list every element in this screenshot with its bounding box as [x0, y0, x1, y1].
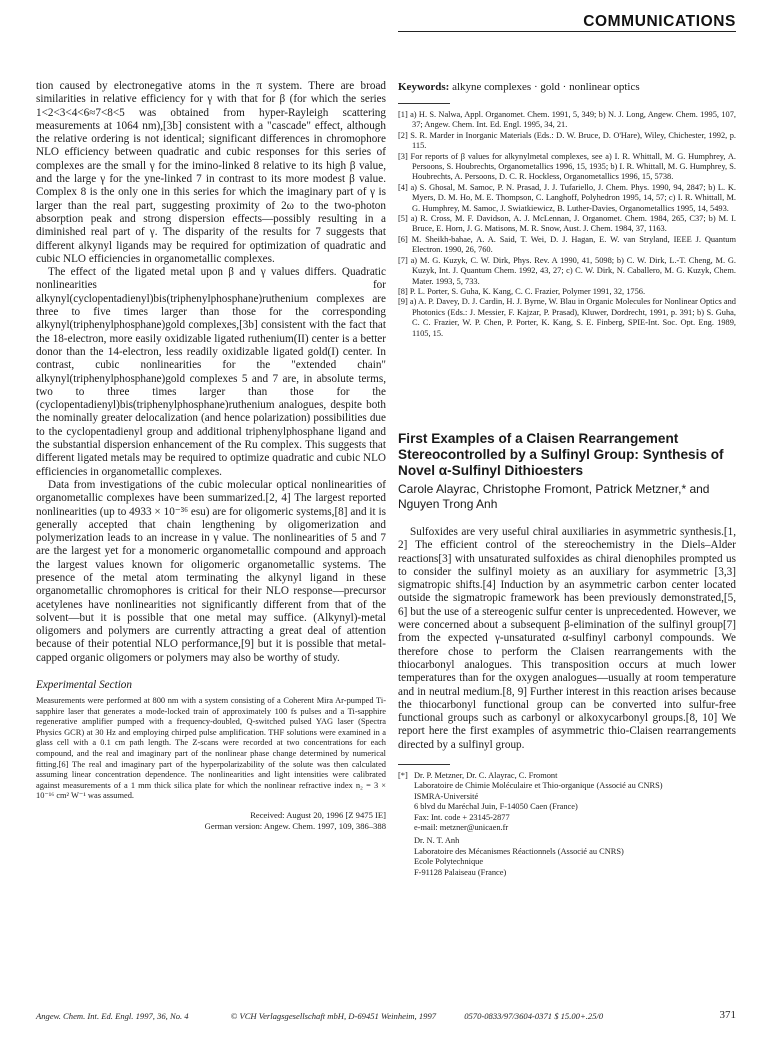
author-footnote	[398, 771, 736, 878]
reference-item: [1] a) H. S. Nalwa, Appl. Organomet. Chem. 1991, 5, 349; b) N. J. Long, Angew. Chem. 1995, 107, 37; Angew. Chem. Int. Ed. Engl. 1995, 34, 21.	[398, 110, 736, 130]
body-paragraph-3: Data from investigations of the cubic molecular optical nonlinearities of organometallic complexes have been summarized.[2, 4] The largest reported nonlinearities (up to 4933 × 10⁻³⁶ esu) are for oligomeric systems,[8] and it is generally accepted that chain lengthening by oligomerization and polymerization leads to an increase in γ value. The nonlinearities of 5 and 7 are the largest yet for a monomeric organometallic compound and approach the largest values known for oligomeric organometallic systems. The presence of the metal atom terminating the alkynyl ligand in these organometallic chromophores is critical for their NLO response—precursor acetylenes have nonlinearities not significantly different from that of the solvent—but it is possible that one metal may suffice. (Alkynyl)-metal oligomers and polymers are currently attracting a great deal of attention because of their potential NLO performance,[9] but it is possible that metal-capped organic oligomers or polymers may also be worthy of study.	[36, 478, 386, 664]
reference-item: [6] M. Sheikh-bahae, A. A. Said, T. Wei, D. J. Hagan, E. W. van Stryland, IEEE J. Quantum Electron. 1990, 26, 760.	[398, 234, 736, 255]
experimental-heading: Experimental Section	[36, 679, 132, 692]
experimental-text: Measurements were performed at 800 nm with a system consisting of a Coherent Mira Ar-pumped Ti-sapphire laser that generates a mode-locked train of approximately 100 fs pulses and a Ti-sapphire regenerative amplifier pumped with a frequency-doubled, Q-switched pulsed YAG laser (Spectra Physics GCR) at 30 Hz and employing chirped pulse amplification. THF solutions were examined in a glass cell with a 0.1 cm path length. The Z-scans were recorded at two concentrations for each compound, and the real and imaginary part of the nonlinear phase change determined by numerical fitting.[6] The real and imaginary part of the hyperpolarizability of the solute was then calculated assuming linear concentration dependence. The nonlinearities and light intensities were calibrated against measurements of a 1 mm thick silica plate for which the nonlinear refractive index n₂ = 3 × 10⁻¹⁶ cm² W⁻¹ was assumed.	[36, 696, 386, 801]
footnote-mark: [*]	[398, 770, 408, 780]
footnote-line: Fax: Int. code + 23145-2877	[414, 812, 510, 822]
footnote-line: Ecole Polytechnique	[414, 857, 484, 867]
body-paragraph-1: tion caused by electronegative atoms in the π system. There are broad similarities in relative efficiency for γ with that for β (for which the series 1<2<3<4<6≈7<8<5 was obtained from hyper-Rayleigh scattering measurements at 1064 nm),[3b] consistent with a "cascade" effect, although the relative ordering is not identical; significant differences in chromophore NLO efficiency between quadratic and cubic responses for this series of complexes are the small γ for the imino-linked 8 relative to its high β value, and the large γ for the yne-linked 7 in contrast to its more modest β value. Complex 8 is the only one in this series for which the imaginary part of γ is larger than the real part, suggesting proximity of 2ω to the two-photon absorption peak and strong dispersion effects—possibly resulting in a diminished real part of γ. The disparity of the results for 7 suggests that different alkynyl ligands may be required for optimization of quadratic and cubic NLO efficiencies in organometallic complexes.	[36, 80, 386, 265]
right-column	[398, 80, 736, 878]
reference-item: [2] S. R. Marder in Inorganic Materials (Eds.: D. W. Bruce, D. O'Hare), Wiley, Chichester, 1992, p. 115.	[398, 130, 736, 151]
footnote-line: Laboratoire des Mécanismes Réactionnels (Associé au CNRS)	[414, 846, 624, 856]
page-number: 371	[719, 1009, 736, 1021]
footnote-line: ISMRA-Université	[414, 791, 479, 801]
article-authors: Carole Alayrac, Christophe Fromont, Patrick Metzner,* and Nguyen Trong Anh	[398, 481, 710, 511]
header-rule	[398, 31, 736, 32]
reference-list	[398, 110, 736, 339]
footnote-line: Dr. P. Metzner, Dr. C. Alayrac, C. Fromont	[414, 770, 558, 780]
footer-issn: 0570-0833/97/3604-0371 $ 15.00+.25/0	[464, 1011, 604, 1021]
article-title: First Examples of a Claisen Rearrangement Stereocontrolled by a Sulfinyl Group: Synthesis of Novel α-Sulfinyl Dithioesters	[398, 430, 724, 478]
article-paragraph: Sulfoxides are very useful chiral auxiliaries in asymmetric synthesis.[1, 2] The efficient control of the stereochemistry in the Diels–Alder reactions[3] with unsaturated sulfoxides as chiral dienophiles prompted us to consider the sulfinyl moiety as an auxiliary for asymmetric [3,3] sigmatropic shifts.[4] Induction by an asymmetric carbon center located outside the sigmatropic framework has been previously demonstrated,[5, 6] but the use of a stereogenic sulfur center is unprecedented. However, we were concerned about a subsequent β-elimination of the sulfinyl group[7] from the expected γ-unsaturated α-sulfinyl carbonyl compounds. We therefore chose to perform the Claisen rearrangements with the thiocarbonyl analogues. This transposition occurs at much lower temperatures than for the oxygen analogues—usually at room temperature and in neutral medium.[8, 9] Further interest in this reaction arises because the thiocarbonyl functional group can be converted into sulfur-free functional groups such as carbonyl or alkoxycarbonyl groups.[8, 10] We report here the first examples of asymmetric thio-Claisen rearrangements directed by a sulfinyl group.	[398, 525, 736, 751]
reference-item: [9] a) A. P. Davey, D. J. Cardin, H. J. Byrne, W. Blau in Organic Molecules for Nonlinear Optics and Photonics (Eds.: J. Messier, F. Kajzar, P. Prasad), Kluwer, Dordrecht, 1991, p. 391; b) S. Guha, C. C. Frazier, W. P. Chen, P. Porter, K. Kang, S. E. Finberg, SPIE-Int. Soc. Opt. Eng. 1989, 1105, 15.	[398, 297, 736, 338]
references-rule	[398, 103, 450, 104]
reference-item: [3] For reports of β values for alkynylmetal complexes, see a) I. R. Whittall, M. G. Humphrey, A. Persoons, S. Houbrechts, Organometallics 1996, 15, 1935; b) I. R. Whittall, M. G. Humphrey, S. Houbrechts, A. Persoons, D. C. R. Hockless, Organometallics 1996, 15, 5738.	[398, 151, 736, 182]
keywords	[398, 80, 736, 94]
left-column	[36, 80, 386, 832]
reference-item: [7] a) M. G. Kuzyk, C. W. Dirk, Phys. Rev. A 1990, 41, 5098; b) C. W. Dirk, L.-T. Cheng, M. G. Kuzyk, Int. J. Quantum Chem. 1992, 43, 27; c) C. W. Dirk, N. Caballero, M. G. Kuzyk, Chem. Mater. 1993, 5, 733.	[398, 255, 736, 286]
footnote-line: Laboratoire de Chimie Moléculaire et Thio-organique (Associé au CNRS)	[414, 781, 663, 791]
reference-item: [5] a) R. Cross, M. F. Davidson, A. J. McLennan, J. Organomet. Chem. 1984, 265, C37; b) M. I. Bruce, E. Horn, J. G. Matisons, M. R. Snow, Aust. J. Chem. 1984, 37, 1163.	[398, 214, 736, 234]
footnote-line: Dr. N. T. Anh	[414, 836, 460, 846]
keywords-label: Keywords:	[398, 81, 450, 93]
body-paragraph-2: The effect of the ligated metal upon β and γ values differs. Quadratic nonlinearities for alkynyl(cyclopentadienyl)bis(triphenylphosphane)ruthenium complexes are three to five times larger than those for the corresponding alkynyl(triphenylphosphane)gold complexes,[3b] consistent with the fact that the 18-electron, more easily oxidizable ligated ruthenium(II) center is a better donor than the 14-electron, less readily oxidizable ligated gold(I) center. In contrast, cubic nonlinearities for the "extended chain" alkynyl(triphenylphosphane)gold complexes 5 and 7 are, in absolute terms, two to three times larger than those for the (cyclopentadienyl)bis(triphenylphosphane)ruthenium analogues, despite both the nominally greater delocalization (and hence polarization) possibilities due to the cyclopentadienyl group and additional triphenylphosphane ligand and the substantial dispersion enhancement of the Ru complex. This suggests that different ligated metals may be required to optimize quadratic and cubic NLO efficiencies in organometallic complexes.	[36, 266, 386, 478]
reference-item: [4] a) S. Ghosal, M. Samoc, P. N. Prasad, J. J. Tufariello, J. Chem. Phys. 1990, 94, 2847; b) L. K. Myers, D. M. Ho, M. E. Thompson, C. Langhoff, Polyhedron 1995, 14, 57; c) I. R. Whittall, M. G. Humphrey, M. Samoc, J. Swiatkiewicz, B. Luther-Davies, Organometallics 1995, 14, 5493.	[398, 182, 736, 213]
section-title: COMMUNICATIONS	[583, 13, 736, 30]
received-line: Received: August 20, 1996 [Z 9475 IE]	[250, 810, 386, 820]
reference-item: [8] P. L. Porter, S. Guha, K. Kang, C. C. Frazier, Polymer 1991, 32, 1756.	[398, 286, 646, 296]
german-version-line: German version: Angew. Chem. 1997, 109, 386–388	[204, 821, 386, 831]
footer-publisher: © VCH Verlagsgesellschaft mbH, D-69451 Weinheim, 1997	[230, 1011, 437, 1021]
keywords-text: alkyne complexes · gold · nonlinear optics	[452, 81, 640, 93]
footnote-body	[414, 771, 663, 878]
footnote-line: e-mail: metzner@unicaen.fr	[414, 823, 509, 833]
footer-journal: Angew. Chem. Int. Ed. Engl. 1997, 36, No. 4	[36, 1011, 189, 1021]
footnote-line: F-91128 Palaiseau (France)	[414, 867, 507, 877]
page-footer	[36, 1011, 736, 1021]
footnote-line: 6 blvd du Maréchal Juin, F-14050 Caen (France)	[414, 802, 578, 812]
footnote-rule	[398, 764, 450, 765]
